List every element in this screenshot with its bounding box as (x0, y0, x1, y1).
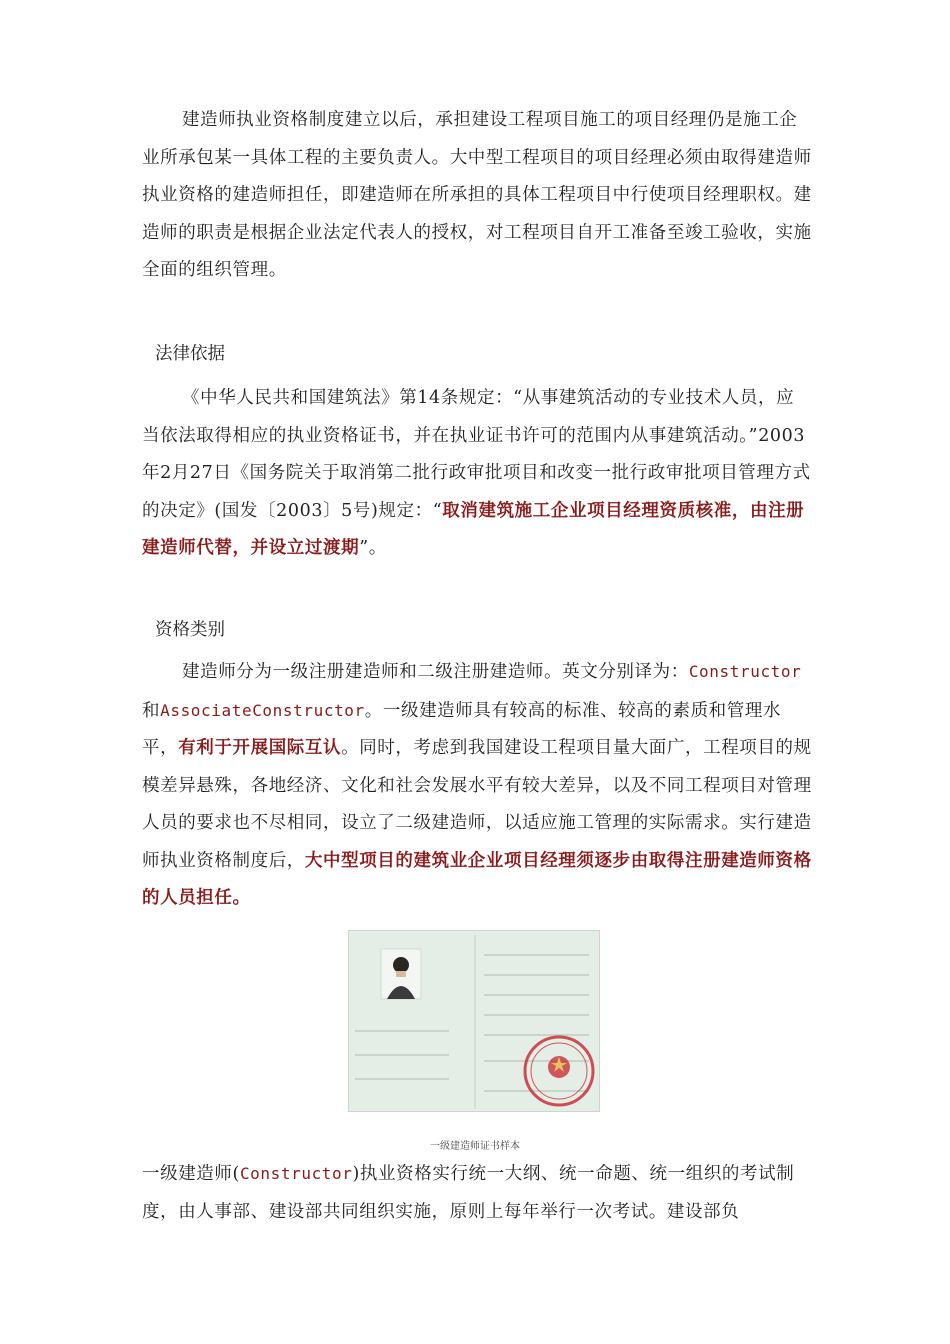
certificate-illustration (349, 931, 600, 1112)
paragraph-legal-basis (142, 380, 812, 568)
image-caption: 一级建造师证书样本 (430, 1141, 520, 1152)
paragraph-exam (142, 1155, 812, 1231)
legal-highlight: 取消建筑施工企业项目经理资质核准，由注册建造师代替，并设立过渡期 (142, 500, 805, 558)
exam-text-1: 一级建造师( (142, 1164, 240, 1184)
exam-text-2: )执业资格实行统一大纲、统一命题、统一组织的考试制度，由人事部、建设部共同组织实施，原则上每年举行一次考试。建设部负 (142, 1164, 795, 1222)
term-constructor-2: Constructor (239, 1164, 353, 1183)
qual-text-2: 和 (142, 700, 161, 721)
qual-text-3: 。一级建造师具有较高的标准、较高的素质和管理水平， (142, 700, 782, 758)
qual-text-1: 建造师分为一级注册建造师和二级注册建造师。英文分别译为： (182, 662, 689, 682)
paragraph-qualification-types (142, 653, 812, 918)
term-associate-constructor: AssociateConstructor (160, 700, 365, 720)
heading-qualification-types: 资格类别 (155, 620, 225, 640)
highlight-project-manager: 大中型项目的建筑业企业项目经理须逐步由取得注册建造师资格的人员担任。 (142, 850, 812, 908)
highlight-international: 有利于开展国际互认 (178, 738, 342, 758)
qual-text-4: 。同时，考虑到我国建设工程项目量大面广，工程项目的规模差异悬殊，各地经济、文化和社会发展水平有较大差异，以及不同工程项目对管理人员的要求也不尽相同，设立了二级建造师，以适应施工管理的实际需求。实行建造师执业资格制度后， (142, 738, 812, 871)
legal-text-end: ”。 (359, 538, 387, 558)
heading-legal-basis: 法律依据 (155, 344, 225, 364)
paragraph-intro: 建造师执业资格制度建立以后，承担建设工程项目施工的项目经理仍是施工企业所承包某一具体工程的主要负责人。大中型工程项目的项目经理必须由取得建造师执业资格的建造师担任，即建造师在所承担的具体工程项目中行使项目经理职权。建造师的职责是根据企业法定代表人的授权，对工程项目自开工准备至竣工验收，实施全面的组织管理。 (142, 110, 812, 280)
certificate-sample-image (348, 930, 600, 1112)
term-constructor: Constructor (688, 662, 802, 681)
legal-text: 《中华人民共和国建筑法》第14条规定：“从事建筑活动的专业技术人员，应当依法取得相应的执业资格证书，并在执业证书许可的范围内从事建筑活动。”2003年2月27日《国务院关于取消第二批行政审批项目和改变一批行政审批项目管理方式的决定》(国发〔2003〕5号)规定：“ (142, 388, 811, 521)
